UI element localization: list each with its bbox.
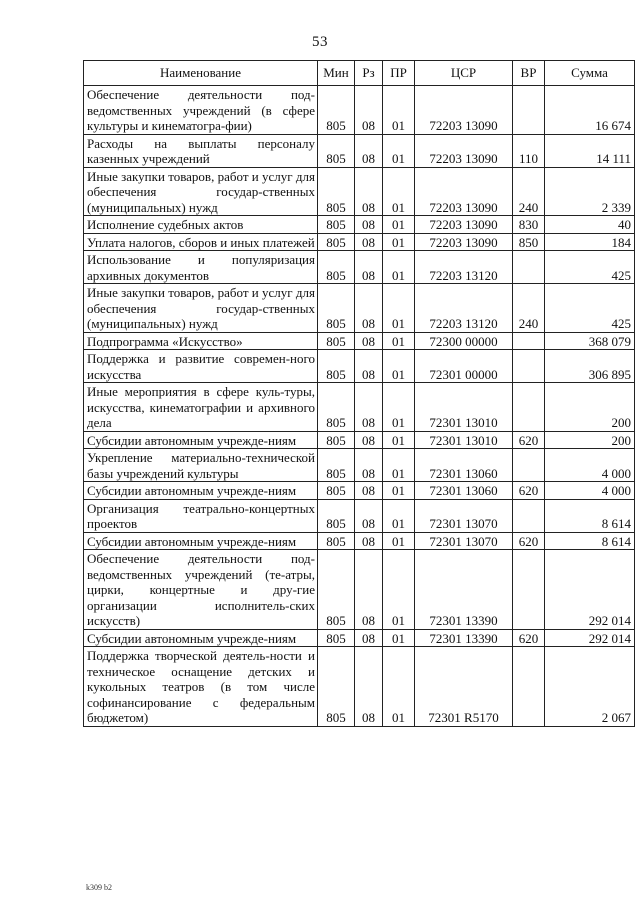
row-vr-cell: 110 (513, 134, 545, 167)
row-rz-cell: 08 (355, 233, 383, 251)
header-sum: Сумма (545, 61, 635, 86)
budget-table (83, 60, 635, 727)
row-min-cell: 805 (318, 86, 355, 135)
table-row (84, 499, 635, 532)
row-name-cell: Обеспечение деятельности под-ведомственных учреждений (в сфере культуры и кинематогра-фии) (84, 86, 318, 135)
row-vr-cell: 620 (513, 629, 545, 647)
header-pr: ПР (383, 61, 415, 86)
row-pr-cell: 01 (383, 482, 415, 500)
row-sum-cell: 4 000 (545, 482, 635, 500)
row-vr-cell: 620 (513, 431, 545, 449)
row-name-cell: Организация театрально-концертных проектов (84, 499, 318, 532)
table-header-row (84, 61, 635, 86)
row-min-cell: 805 (318, 167, 355, 216)
row-min-cell: 805 (318, 233, 355, 251)
table-row (84, 284, 635, 333)
row-vr-cell (513, 383, 545, 432)
page-number: 53 (312, 34, 328, 50)
row-csr-cell: 72301 13010 (415, 431, 513, 449)
table-row (84, 216, 635, 234)
table-row (84, 550, 635, 630)
row-pr-cell: 01 (383, 350, 415, 383)
row-csr-cell: 72203 13090 (415, 86, 513, 135)
row-sum-cell: 425 (545, 284, 635, 333)
row-min-cell: 805 (318, 647, 355, 727)
row-vr-cell: 620 (513, 532, 545, 550)
row-name-cell: Подпрограмма «Искусство» (84, 332, 318, 350)
row-rz-cell: 08 (355, 332, 383, 350)
row-sum-cell: 2 067 (545, 647, 635, 727)
row-vr-cell (513, 449, 545, 482)
row-pr-cell: 01 (383, 86, 415, 135)
table-row (84, 647, 635, 727)
row-min-cell: 805 (318, 216, 355, 234)
table-row (84, 167, 635, 216)
row-min-cell: 805 (318, 332, 355, 350)
row-rz-cell: 08 (355, 482, 383, 500)
row-csr-cell: 72203 13090 (415, 134, 513, 167)
row-pr-cell: 01 (383, 532, 415, 550)
row-min-cell: 805 (318, 449, 355, 482)
table-row (84, 350, 635, 383)
row-pr-cell: 01 (383, 449, 415, 482)
row-vr-cell: 240 (513, 167, 545, 216)
row-name-cell: Иные закупки товаров, работ и услуг для обеспечения государ-ственных (муниципальных) нужд (84, 284, 318, 333)
row-min-cell: 805 (318, 482, 355, 500)
row-sum-cell: 306 895 (545, 350, 635, 383)
row-csr-cell: 72301 13060 (415, 482, 513, 500)
row-sum-cell: 14 111 (545, 134, 635, 167)
row-csr-cell: 72203 13090 (415, 233, 513, 251)
row-pr-cell: 01 (383, 431, 415, 449)
row-csr-cell: 72301 13010 (415, 383, 513, 432)
row-csr-cell: 72203 13120 (415, 284, 513, 333)
row-vr-cell (513, 350, 545, 383)
table-row (84, 629, 635, 647)
row-min-cell: 805 (318, 251, 355, 284)
row-pr-cell: 01 (383, 233, 415, 251)
row-csr-cell: 72301 13060 (415, 449, 513, 482)
row-sum-cell: 8 614 (545, 532, 635, 550)
row-name-cell: Поддержка и развитие современ-ного искусства (84, 350, 318, 383)
row-name-cell: Уплата налогов, сборов и иных платежей (84, 233, 318, 251)
row-name-cell: Субсидии автономным учрежде-ниям (84, 629, 318, 647)
row-csr-cell: 72203 13120 (415, 251, 513, 284)
row-rz-cell: 08 (355, 629, 383, 647)
table-row (84, 431, 635, 449)
row-pr-cell: 01 (383, 332, 415, 350)
table-row (84, 482, 635, 500)
row-rz-cell: 08 (355, 216, 383, 234)
row-name-cell: Исполнение судебных актов (84, 216, 318, 234)
table-row (84, 134, 635, 167)
row-vr-cell (513, 550, 545, 630)
row-vr-cell (513, 647, 545, 727)
row-min-cell: 805 (318, 431, 355, 449)
row-csr-cell: 72203 13090 (415, 216, 513, 234)
row-name-cell: Обеспечение деятельности под-ведомственных учреждений (те-атры, цирки, концертные и дру-гие организации исполнитель-ских искусств) (84, 550, 318, 630)
header-vr: ВР (513, 61, 545, 86)
header-name: Наименование (84, 61, 318, 86)
row-sum-cell: 292 014 (545, 550, 635, 630)
row-vr-cell: 850 (513, 233, 545, 251)
row-vr-cell: 830 (513, 216, 545, 234)
row-name-cell: Расходы на выплаты персоналу казенных учреждений (84, 134, 318, 167)
row-pr-cell: 01 (383, 499, 415, 532)
row-pr-cell: 01 (383, 167, 415, 216)
row-csr-cell: 72301 13070 (415, 499, 513, 532)
row-vr-cell: 620 (513, 482, 545, 500)
header-rz: Рз (355, 61, 383, 86)
table-row (84, 86, 635, 135)
row-min-cell: 805 (318, 499, 355, 532)
row-min-cell: 805 (318, 629, 355, 647)
row-rz-cell: 08 (355, 431, 383, 449)
row-pr-cell: 01 (383, 284, 415, 333)
row-pr-cell: 01 (383, 134, 415, 167)
row-sum-cell: 368 079 (545, 332, 635, 350)
row-vr-cell (513, 86, 545, 135)
row-name-cell: Субсидии автономным учрежде-ниям (84, 482, 318, 500)
row-rz-cell: 08 (355, 251, 383, 284)
row-sum-cell: 8 614 (545, 499, 635, 532)
table-row (84, 251, 635, 284)
row-rz-cell: 08 (355, 383, 383, 432)
row-pr-cell: 01 (383, 383, 415, 432)
table-row (84, 383, 635, 432)
row-min-cell: 805 (318, 383, 355, 432)
footer-code: k309 b2 (86, 883, 112, 892)
row-rz-cell: 08 (355, 550, 383, 630)
row-sum-cell: 16 674 (545, 86, 635, 135)
row-csr-cell: 72301 R5170 (415, 647, 513, 727)
row-rz-cell: 08 (355, 284, 383, 333)
row-csr-cell: 72203 13090 (415, 167, 513, 216)
row-csr-cell: 72301 13390 (415, 629, 513, 647)
row-sum-cell: 200 (545, 431, 635, 449)
row-vr-cell (513, 499, 545, 532)
row-vr-cell (513, 251, 545, 284)
row-csr-cell: 72300 00000 (415, 332, 513, 350)
row-pr-cell: 01 (383, 216, 415, 234)
row-sum-cell: 292 014 (545, 629, 635, 647)
row-rz-cell: 08 (355, 449, 383, 482)
row-vr-cell (513, 332, 545, 350)
row-sum-cell: 184 (545, 233, 635, 251)
header-csr: ЦСР (415, 61, 513, 86)
row-name-cell: Использование и популяризация архивных документов (84, 251, 318, 284)
table-row (84, 233, 635, 251)
row-name-cell: Поддержка творческой деятель-ности и техническое оснащение детских и кукольных театров (в том числе софинансирование с федеральным бюджетом) (84, 647, 318, 727)
row-min-cell: 805 (318, 532, 355, 550)
table-row (84, 449, 635, 482)
row-rz-cell: 08 (355, 350, 383, 383)
row-rz-cell: 08 (355, 532, 383, 550)
row-min-cell: 805 (318, 284, 355, 333)
row-pr-cell: 01 (383, 629, 415, 647)
row-pr-cell: 01 (383, 647, 415, 727)
row-name-cell: Иные мероприятия в сфере куль-туры, искусства, кинематографии и архивного дела (84, 383, 318, 432)
header-min: Мин (318, 61, 355, 86)
row-name-cell: Укрепление материально-технической базы учреждений культуры (84, 449, 318, 482)
row-sum-cell: 40 (545, 216, 635, 234)
row-csr-cell: 72301 00000 (415, 350, 513, 383)
table-row (84, 532, 635, 550)
row-sum-cell: 200 (545, 383, 635, 432)
row-name-cell: Субсидии автономным учрежде-ниям (84, 431, 318, 449)
table-row (84, 332, 635, 350)
row-min-cell: 805 (318, 134, 355, 167)
row-min-cell: 805 (318, 550, 355, 630)
row-rz-cell: 08 (355, 167, 383, 216)
row-pr-cell: 01 (383, 550, 415, 630)
row-sum-cell: 425 (545, 251, 635, 284)
table-body (84, 86, 635, 727)
row-csr-cell: 72301 13390 (415, 550, 513, 630)
row-name-cell: Субсидии автономным учрежде-ниям (84, 532, 318, 550)
row-sum-cell: 2 339 (545, 167, 635, 216)
row-rz-cell: 08 (355, 647, 383, 727)
row-sum-cell: 4 000 (545, 449, 635, 482)
row-csr-cell: 72301 13070 (415, 532, 513, 550)
row-rz-cell: 08 (355, 499, 383, 532)
row-pr-cell: 01 (383, 251, 415, 284)
row-min-cell: 805 (318, 350, 355, 383)
row-vr-cell: 240 (513, 284, 545, 333)
row-rz-cell: 08 (355, 134, 383, 167)
row-rz-cell: 08 (355, 86, 383, 135)
row-name-cell: Иные закупки товаров, работ и услуг для обеспечения государ-ственных (муниципальных) нужд (84, 167, 318, 216)
